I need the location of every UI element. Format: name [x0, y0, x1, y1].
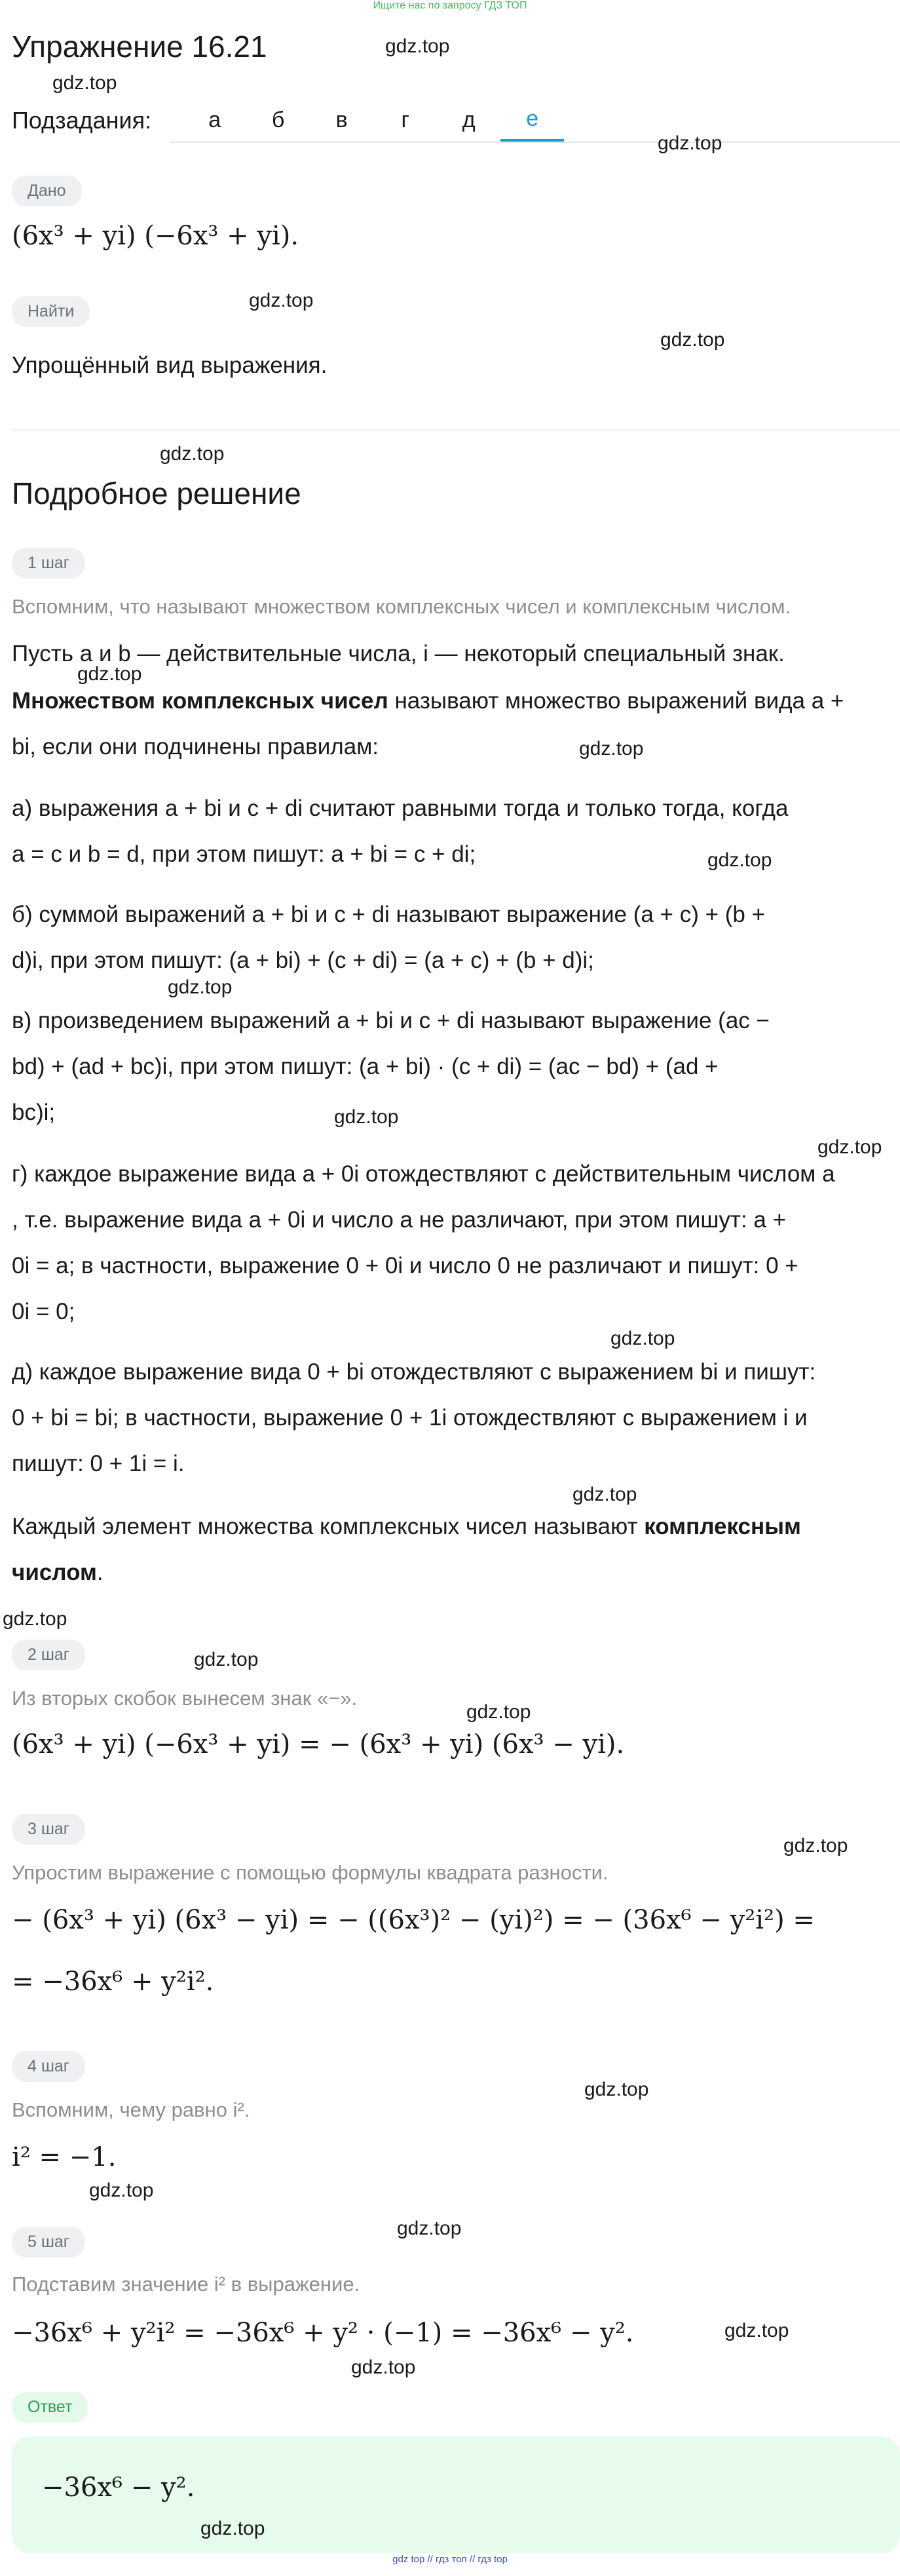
tab-d[interactable]: д — [462, 107, 476, 132]
step4-badge: 4 шаг — [12, 2051, 85, 2082]
rule-b-line: б) суммой выражений a + bi и c + di называют выражение (a + c) + (b + — [12, 902, 766, 927]
watermark: gdz.top — [707, 849, 772, 871]
step2-badge: 2 шаг — [12, 1640, 85, 1670]
given-badge: Дано — [12, 176, 82, 206]
rule-c-line: в) произведением выражений a + bi и c + di называют выражение (ac − — [12, 1008, 770, 1033]
watermark: gdz.top — [572, 1484, 637, 1505]
step1-badge: 1 шаг — [12, 548, 85, 579]
tab-e[interactable]: е — [500, 98, 564, 142]
rule-e-line: пишут: 0 + 1i = i. — [12, 1451, 185, 1476]
watermark: gdz.top — [724, 2320, 789, 2341]
step3-badge: 3 шаг — [12, 1814, 85, 1845]
step1-line: Пусть a и b — действительные числа, i — некоторый специальный знак. — [12, 641, 785, 666]
step3-intro: Упростим выражение с помощью формулы квадрата разности. — [12, 1861, 609, 1884]
watermark: gdz.top — [249, 290, 314, 311]
rule-e-line: 0 + bi = bi; в частности, выражение 0 + 1i отождествляют с выражением i и — [12, 1405, 808, 1431]
find-badge: Найти — [12, 296, 90, 327]
complex-number-line — [12, 1515, 801, 1538]
rule-e-line: д) каждое выражение вида 0 + bi отождествляют с выражением bi и пишут: — [12, 1359, 816, 1385]
find-text: Упрощённый вид выражения. — [12, 353, 328, 378]
rule-d-line: , т.е. выражение вида a + 0i и число a не различают, при этом пишут: a + — [12, 1207, 787, 1233]
rule-c-line: bd) + (ad + bc)i, при этом пишут: (a + bi) · (c + di) = (ac − bd) + (ad + — [12, 1054, 719, 1079]
step3-expression: − (6x³ + yi) (6x³ − yi) = − ((6x³)² − (yi)²) = − (36x⁶ − y²i²) = — [12, 1905, 815, 1935]
step4-expression: i² = −1. — [12, 2142, 117, 2172]
watermark: gdz.top — [160, 443, 225, 465]
rule-c-line: bc)i; — [12, 1100, 56, 1125]
watermark: gdz.top — [610, 1328, 675, 1349]
step2-expression: (6x³ + yi) (−6x³ + yi) = − (6x³ + yi) (6x³ − yi). — [12, 1729, 625, 1759]
watermark: gdz.top — [194, 1649, 259, 1670]
watermark: gdz.top — [200, 2518, 265, 2539]
watermark: gdz.top — [168, 976, 233, 998]
watermark: gdz.top — [52, 72, 117, 94]
step5-badge: 5 шаг — [12, 2227, 85, 2258]
watermark: gdz.top — [385, 35, 450, 57]
given-expression: (6x³ + yi) (−6x³ + yi). — [12, 221, 299, 251]
solution-title: Подробное решение — [12, 476, 301, 510]
footer-links: gdz top // гдз топ // гдз top — [392, 2554, 508, 2565]
step4-intro: Вспомним, чему равно i². — [12, 2098, 250, 2121]
subtask-tabs — [170, 98, 900, 143]
tab-a[interactable]: а — [208, 107, 221, 132]
watermark: gdz.top — [783, 1835, 848, 1856]
watermark: gdz.top — [77, 663, 142, 685]
step1-definition — [12, 689, 844, 712]
answer-expression: −36x⁶ − y². — [42, 2472, 195, 2503]
subtasks-label: Подзадания: — [12, 107, 152, 134]
step5-expression: −36x⁶ + y²i² = −36x⁶ + y² · (−1) = −36x⁶ − y². — [12, 2318, 634, 2348]
search-hint: Ищите нас по запросу ГДЗ ТОП — [373, 0, 527, 11]
divider — [12, 429, 900, 431]
watermark: gdz.top — [3, 1608, 67, 1630]
step1-intro: Вспомним, что называют множеством комплексных чисел и комплексным числом. — [12, 595, 791, 618]
watermark: gdz.top — [397, 2218, 462, 2239]
bold-term: комплексным — [644, 1514, 801, 1539]
answer-badge: Ответ — [12, 2392, 88, 2423]
watermark: gdz.top — [660, 329, 725, 351]
step2-intro: Из вторых скобок вынесем знак «−». — [12, 1687, 358, 1710]
rule-a-line: а) выражения a + bi и c + di считают равными тогда и только тогда, когда — [12, 796, 789, 821]
watermark: gdz.top — [579, 738, 644, 759]
watermark: gdz.top — [817, 1136, 882, 1158]
tab-b[interactable]: б — [271, 107, 285, 132]
step3-expression: = −36x⁶ + y²i². — [12, 1967, 214, 1997]
definition-text: называют множество выражений вида a + — [388, 688, 844, 714]
complex-text: Каждый элемент множества комплексных чисел называют — [12, 1514, 645, 1539]
rule-d-line: г) каждое выражение вида a + 0i отождествляют с действительным числом a — [12, 1161, 835, 1187]
page-title: Упражнение 16.21 — [12, 29, 267, 64]
watermark: gdz.top — [351, 2356, 416, 2378]
rule-d-line: 0i = a; в частности, выражение 0 + 0i и число 0 не различают и пишут: 0 + — [12, 1253, 798, 1278]
bold-term: числом — [12, 1560, 97, 1585]
watermark: gdz.top — [466, 1701, 531, 1723]
period: . — [96, 1560, 103, 1585]
tab-g[interactable]: г — [401, 107, 409, 132]
subtasks-row — [12, 98, 900, 143]
bold-term: Множеством комплексных чисел — [12, 688, 388, 714]
watermark: gdz.top — [658, 132, 722, 154]
watermark: gdz.top — [334, 1106, 399, 1128]
rule-d-line: 0i = 0; — [12, 1299, 75, 1324]
step5-intro: Подставим значение i² в выражение. — [12, 2273, 360, 2296]
rule-a-line: a = c и b = d, при этом пишут: a + bi = c + di; — [12, 841, 476, 867]
rule-b-line: d)i, при этом пишут: (a + bi) + (c + di) = (a + c) + (b + d)i; — [12, 948, 594, 973]
complex-number-line — [12, 1561, 103, 1584]
watermark: gdz.top — [584, 2079, 649, 2100]
tab-v[interactable]: в — [335, 107, 348, 132]
watermark: gdz.top — [89, 2180, 154, 2201]
step1-line: bi, если они подчинены правилам: — [12, 734, 379, 759]
